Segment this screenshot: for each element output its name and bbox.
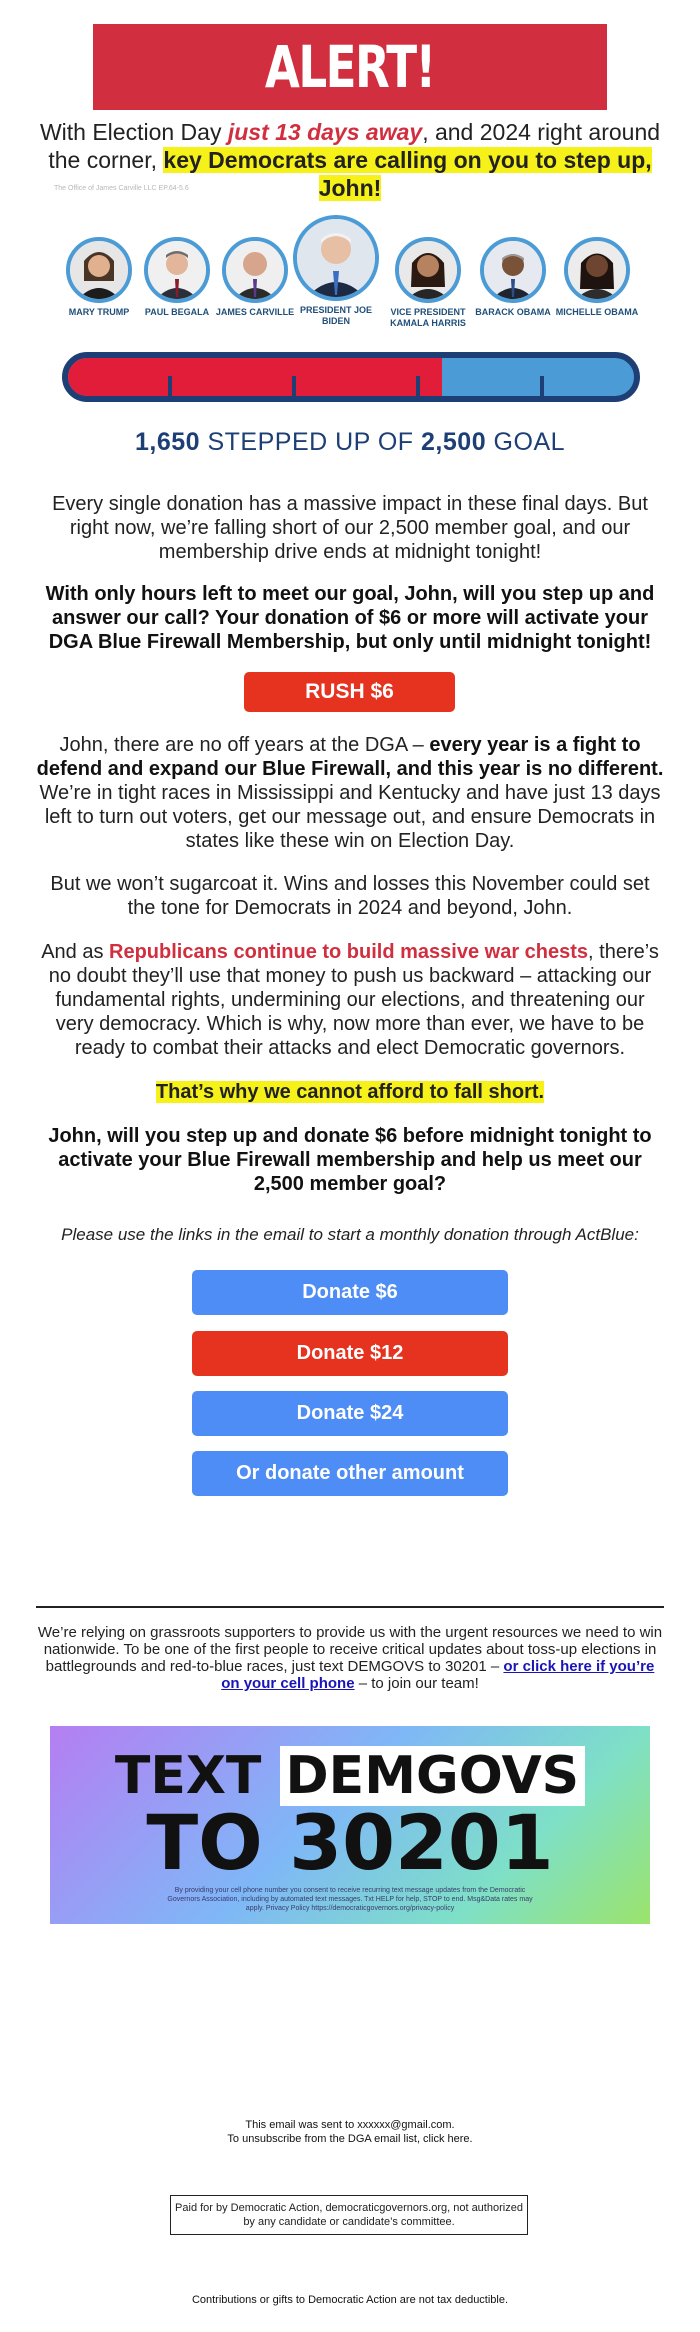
avatar bbox=[480, 237, 546, 303]
para-monthly-note: Please use the links in the email to start a monthly donation through ActBlue: bbox=[61, 1225, 639, 1244]
person-name: PRESIDENT JOE BIDEN bbox=[299, 305, 373, 326]
paid-for-box: Paid for by Democratic Action, democraticgovernors.org, not authorized by any candidate or candidate’s committee. bbox=[170, 2195, 528, 2235]
person-name: JAMES CARVILLE bbox=[215, 307, 295, 317]
lead-text: With Election Day just 13 days away, and 2024 right around the corner, key Democrats are calling on you to step up, John! bbox=[39, 119, 661, 201]
sms-disclaimer: By providing your cell phone number you consent to receive recurring text message updates from the Democratic Governors Association, including by automated text messages. Txt HELP for help, STOP to end. Msg&Data rates may apply. Privacy Policy https://democraticgovernors.org/privacy-policy bbox=[167, 1887, 533, 1912]
person-barack-obama bbox=[468, 237, 558, 318]
avatar bbox=[144, 237, 210, 303]
avatar bbox=[395, 237, 461, 303]
shortcode-line: TO 30201 bbox=[146, 1798, 554, 1887]
progress-tick bbox=[416, 376, 420, 396]
donate-12-button[interactable]: Donate $12 bbox=[192, 1331, 508, 1376]
person-kamala-harris bbox=[383, 237, 473, 329]
person-name: MICHELLE OBAMA bbox=[555, 307, 639, 317]
text-keyword-line: TEXT DEMGOVS bbox=[50, 1746, 650, 1806]
unsubscribe-link[interactable]: To unsubscribe from the DGA email list, click here. bbox=[227, 2133, 473, 2145]
people-row bbox=[60, 215, 640, 345]
person-joe-biden bbox=[291, 215, 381, 327]
progress-tick bbox=[168, 376, 172, 396]
progress-tick bbox=[540, 376, 544, 396]
para-donate-ask: John, will you step up and donate $6 before midnight tonight to activate your Blue Firewall membership and help us meet our 2,500 member goal? bbox=[48, 1125, 652, 1195]
sent-to-note: This email was sent to xxxxxx@gmail.com. bbox=[245, 2119, 455, 2131]
alert-banner: ALERT! bbox=[93, 24, 607, 110]
goal-text: 1,650 STEPPED UP OF 2,500 GOAL bbox=[134, 428, 566, 456]
para-sugarcoat: But we won’t sugarcoat it. Wins and losses this November could set the tone for Democrats in 2024 and beyond, John. bbox=[50, 873, 650, 919]
para-cannot-fall-short: That’s why we cannot afford to fall short. bbox=[155, 1081, 545, 1103]
person-name: PAUL BEGALA bbox=[144, 307, 210, 317]
divider bbox=[36, 1606, 664, 1608]
person-mary-trump bbox=[54, 237, 144, 318]
person-james-carville bbox=[210, 237, 300, 318]
person-paul-begala bbox=[132, 237, 222, 318]
person-michelle-obama bbox=[552, 237, 642, 318]
person-name: VICE PRESIDENT KAMALA HARRIS bbox=[390, 307, 466, 328]
sms-paragraph: We’re relying on grassroots supporters to provide us with the urgent resources we need to win nationwide. To be one of the first people to receive critical updates about toss-up elections in battlegrounds and red-to-blue races, just text DEMGOVS to 30201 – or click here if you’re on your cell phone – to join our team! bbox=[37, 1624, 663, 1692]
avatar bbox=[293, 215, 379, 301]
avatar bbox=[66, 237, 132, 303]
tax-note: Contributions or gifts to Democratic Action are not tax deductible. bbox=[191, 2294, 509, 2306]
cell-phone-link[interactable]: or click here if you’re on your cell phone bbox=[221, 1658, 655, 1692]
person-name: MARY TRUMP bbox=[68, 307, 130, 317]
para-no-off-years: John, there are no off years at the DGA – every year is a fight to defend and expand our Blue Firewall, and this year is no different. We’re in tight races in Mississippi and Kentucky and have just 13 days left to turn out voters, get our message out, and ensure Democrats in states like these win on Election Day. bbox=[36, 734, 664, 852]
avatar bbox=[564, 237, 630, 303]
para-war-chests: And as Republicans continue to build massive war chests, there’s no doubt they’ll use that money to push us backward – attacking our fundamental rights, undermining our elections, and threatening our very democracy. Which is why, now more than ever, we have to be ready to combat their attacks and elect Democratic governors. bbox=[41, 941, 659, 1059]
progress-tick bbox=[292, 376, 296, 396]
para-falling-short: Every single donation has a massive impact in these final days. But right now, we’re falling short of our 2,500 member goal, and our membership drive ends at midnight tonight! bbox=[52, 493, 648, 563]
office-note: The Office of James Carville LLC EP.64-5.6 bbox=[54, 185, 189, 192]
person-name: BARACK OBAMA bbox=[475, 307, 551, 317]
donate-24-button[interactable]: Donate $24 bbox=[192, 1391, 508, 1436]
text-demgovs-graphic[interactable] bbox=[50, 1726, 650, 1924]
progress-thermometer bbox=[62, 352, 640, 402]
rush-6-button[interactable]: RUSH $6 bbox=[244, 672, 455, 712]
para-step-up: With only hours left to meet our goal, John, will you step up and answer our call? Your donation of $6 or more will activate your DGA Blue Firewall Membership, but only until midnight tonight! bbox=[45, 583, 655, 653]
avatar bbox=[222, 237, 288, 303]
progress-fill bbox=[68, 358, 442, 396]
days-away: just 13 days away bbox=[227, 119, 423, 145]
donate-other-button[interactable]: Or donate other amount bbox=[192, 1451, 508, 1496]
lead-highlight: key Democrats are calling on you to step up, John! bbox=[163, 147, 652, 201]
donate-6-button[interactable]: Donate $6 bbox=[192, 1270, 508, 1315]
